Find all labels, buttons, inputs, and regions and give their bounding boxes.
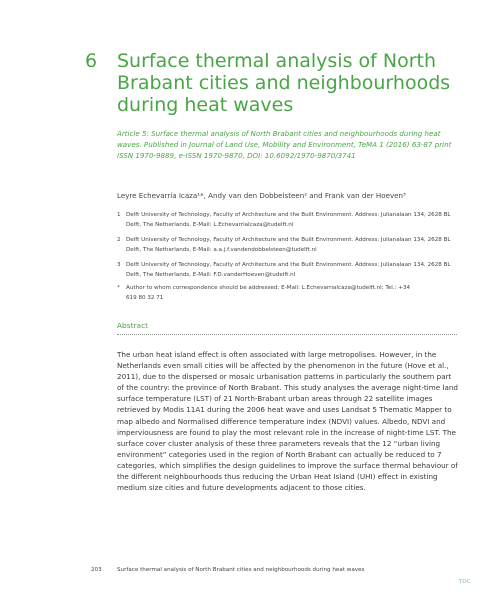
affiliation-1 xyxy=(117,211,457,230)
chapter-heading xyxy=(85,50,465,116)
page-number: 203 xyxy=(91,567,102,573)
section-divider xyxy=(117,334,457,335)
affiliation-3 xyxy=(117,261,457,280)
article-note: Article 5: Surface thermal analysis of North Brabant cities and neighbourhoods during heat waves. Published in Journal of Land Use, Mobility and Environment, TeMA 1 (2016) 63-87 print ISSN 1970-9889, e-ISSN 1970-9870, DOI: 10.6092/1970-9870/3741 xyxy=(117,129,452,160)
affiliation-2 xyxy=(117,236,457,255)
author-list: Leyre Echevarría Icaza¹*, Andy van den Dobbelsteen² and Frank van der Hoeven³ xyxy=(117,191,406,200)
affiliation-text: Delft University of Technology, Faculty of Architecture and the Built Environment. Address: Julianalaan 134, 2628 BL Delft, The Netherlands, E-Mail: L.EchevarriaIcaza@tudelft.nl xyxy=(126,212,451,228)
chapter-number: 6 xyxy=(85,50,98,72)
toc-link[interactable]: TOC xyxy=(459,579,471,585)
chapter-title: Surface thermal analysis of North Brabant cities and neighbourhoods during heat waves xyxy=(117,50,451,116)
abstract-heading: Abstract xyxy=(117,321,149,330)
correspondence-note xyxy=(117,284,417,303)
affiliation-text: Author to whom correspondence should be addressed; E-Mail: L.EchevarriaIcaza@tudelft.nl; Tel.: +34 619 80 32 71 xyxy=(126,285,411,301)
affiliation-text: Delft University of Technology, Faculty of Architecture and the Built Environment. Address: Julianalaan 134, 2628 BL Delft, The Netherlands, E-Mail: a.a.j.f.vandendobbelsteen@tudelft.nl xyxy=(126,237,451,253)
affiliation-number: * xyxy=(117,285,120,291)
affiliation-number: 1 xyxy=(117,212,121,218)
abstract-text: The urban heat island effect is often associated with large metropolises. However, in the Netherlands even small cities will be affected by the phenomenon in the future (Hove et al., 2011), due to the dispersed or mosaic urbanisation patterns in particularly the southern part of the country: the province of North Brabant. This study analyses the average night-time land surface temperature (LST) of 21 North-Brabant urban areas through 22 satellite images retrieved by Modis 11A1 during the 2006 heat wave and uses Landsat 5 Thematic Mapper to map albedo and Normalised difference temperature index (NDVI) values. Albedo, NDVI and imperviousness are found to play the most relevant role in the increase of night-time LST. The surface cover cluster analysis of these three parameters reveals that the 12 “urban living environment” categories used in the region of North Brabant can actually be reduced to 7 categories, which simplifies the design guidelines to improve the surface thermal behaviour of the different neighbourhoods thus reducing the Urban Heat Island (UHI) effect in existing medium size cities and future developments adjacent to those cities. xyxy=(117,350,458,493)
running-title: Surface thermal analysis of North Brabant cities and neighbourhoods during heat waves xyxy=(117,567,365,573)
affiliation-number: 3 xyxy=(117,262,121,268)
affiliation-text: Delft University of Technology, Faculty of Architecture and the Built Environment. Address: Julianalaan 134, 2628 BL Delft, The Netherlands, E-Mail: F.D.vanderHoeven@tudelft.nl xyxy=(126,262,451,278)
affiliation-number: 2 xyxy=(117,237,121,243)
